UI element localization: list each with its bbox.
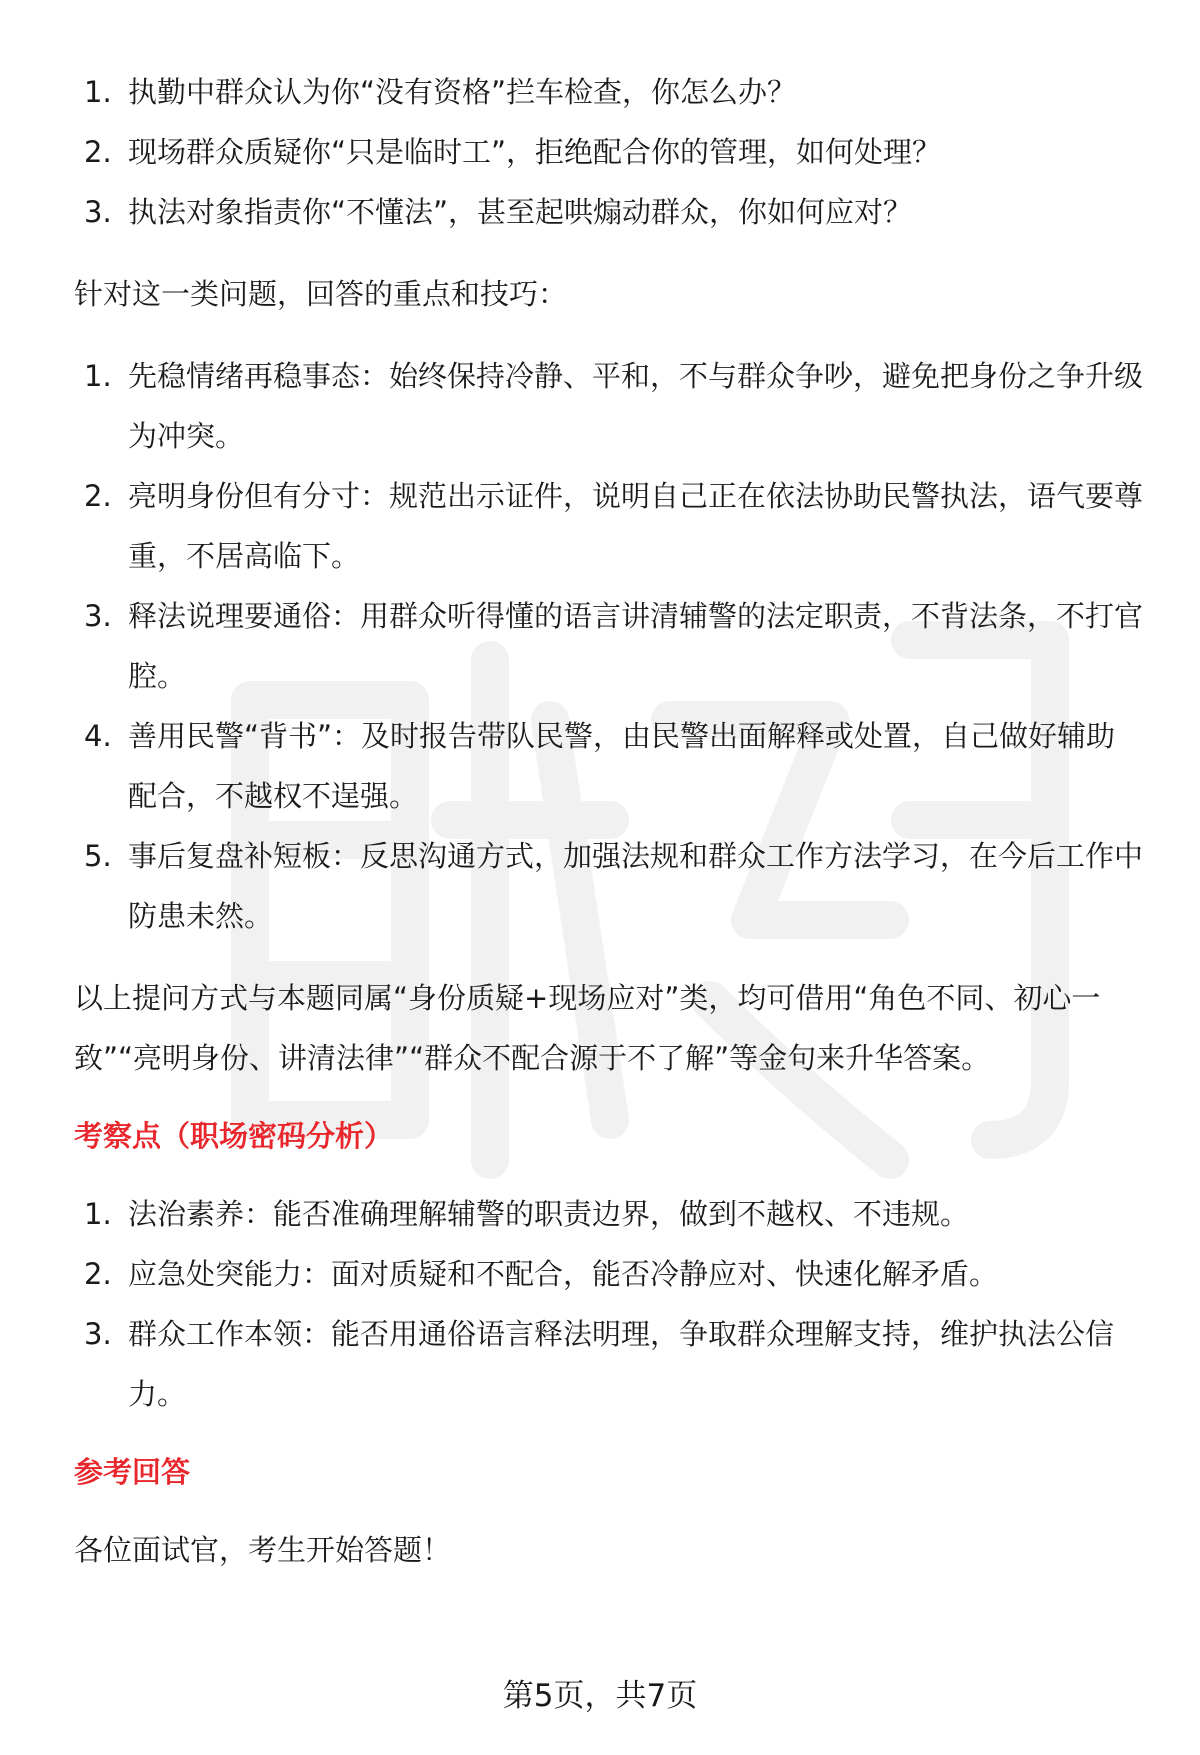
list-number: 1. bbox=[84, 75, 112, 109]
list-item bbox=[74, 122, 1144, 182]
list-text: 执法对象指责你“不懂法”，甚至起哄煽动群众，你如何应对？ bbox=[128, 195, 913, 229]
list-text: 应急处突能力：面对质疑和不配合，能否冷静应对、快速化解矛盾。 bbox=[128, 1257, 999, 1291]
list-text: 现场群众质疑你“只是临时工”，拒绝配合你的管理，如何处理？ bbox=[128, 135, 942, 169]
tips-intro: 针对这一类问题，回答的重点和技巧： bbox=[74, 277, 568, 311]
list-number: 2. bbox=[84, 135, 112, 169]
list-text: 亮明身份但有分寸：规范出示证件，说明自己正在依法协助民警执法，语气要尊重，不居高临下。 bbox=[128, 479, 1144, 573]
list-text: 事后复盘补短板：反思沟通方式，加强法规和群众工作方法学习，在今后工作中防患未然。 bbox=[128, 839, 1144, 933]
list-item bbox=[74, 466, 1144, 586]
list-number: 3. bbox=[84, 195, 112, 229]
list-text: 善用民警“背书”：及时报告带队民警，由民警出面解释或处置，自己做好辅助配合，不越权不逞强。 bbox=[128, 719, 1116, 813]
list-number: 1. bbox=[84, 359, 112, 393]
list-item bbox=[74, 586, 1144, 706]
list-item bbox=[74, 182, 1144, 242]
list-number: 1. bbox=[84, 1197, 112, 1231]
list-number: 2. bbox=[84, 1257, 112, 1291]
summary-paragraph: 以上提问方式与本题同属“身份质疑+现场应对”类，均可借用“角色不同、初心一致”“亮明身份、讲清法律”“群众不配合源于不了解”等金句来升华答案。 bbox=[74, 981, 1101, 1075]
list-item bbox=[74, 706, 1144, 826]
tips-list bbox=[74, 346, 1144, 946]
points-list bbox=[74, 1184, 1144, 1424]
list-number: 4. bbox=[84, 719, 112, 753]
answer-opening: 各位面试官，考生开始答题！ bbox=[74, 1533, 452, 1567]
list-item bbox=[74, 826, 1144, 946]
page-footer: 第5页，共7页 bbox=[502, 1678, 698, 1714]
document-body bbox=[74, 62, 1144, 1580]
list-item bbox=[74, 1244, 1144, 1304]
list-text: 释法说理要通俗：用群众听得懂的语言讲清辅警的法定职责，不背法条，不打官腔。 bbox=[128, 599, 1144, 693]
list-number: 5. bbox=[84, 839, 112, 873]
list-item bbox=[74, 1184, 1144, 1244]
list-text: 群众工作本领：能否用通俗语言释法明理，争取群众理解支持，维护执法公信力。 bbox=[128, 1317, 1115, 1411]
section-heading-points: 考察点（职场密码分析） bbox=[74, 1119, 394, 1153]
question-list bbox=[74, 62, 1144, 242]
list-number: 3. bbox=[84, 599, 112, 633]
section-heading-answer: 参考回答 bbox=[74, 1455, 191, 1489]
list-number: 2. bbox=[84, 479, 112, 513]
list-item bbox=[74, 346, 1144, 466]
list-text: 先稳情绪再稳事态：始终保持冷静、平和，不与群众争吵，避免把身份之争升级为冲突。 bbox=[128, 359, 1144, 453]
list-text: 执勤中群众认为你“没有资格”拦车检查，你怎么办？ bbox=[128, 75, 797, 109]
list-item bbox=[74, 62, 1144, 122]
list-number: 3. bbox=[84, 1317, 112, 1351]
list-text: 法治素养：能否准确理解辅警的职责边界，做到不越权、不违规。 bbox=[128, 1197, 970, 1231]
list-item bbox=[74, 1304, 1144, 1424]
